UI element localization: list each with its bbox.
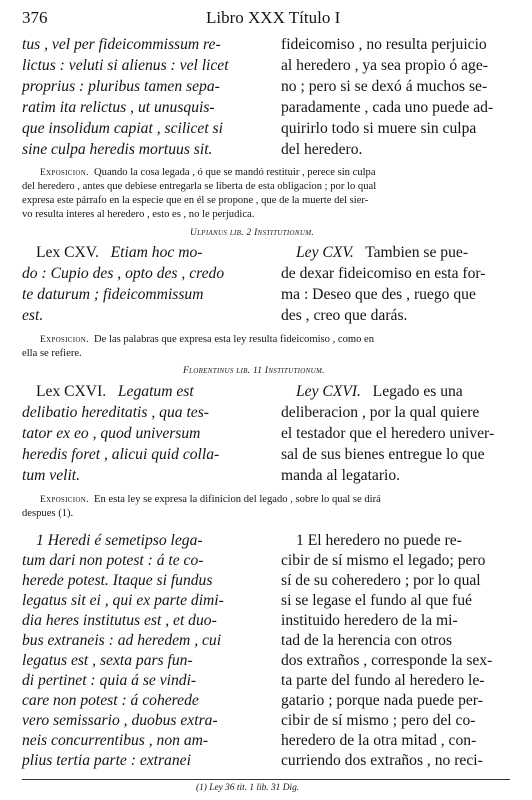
text-line: tad de la herencia con otros — [281, 632, 453, 649]
text-line — [36, 244, 202, 262]
text-line: cibir de sí mismo el legado; pero — [281, 552, 486, 569]
text-line — [296, 383, 463, 401]
exposition-text: Quando la cosa legada , ó que se mandó restituir , perece sin culpa — [94, 167, 376, 178]
text-line: ta parte del fundo al heredero le- — [281, 672, 485, 689]
text-line: heredero de la otra mitad , con- — [281, 732, 477, 749]
law-number: Ley CXVI. — [296, 383, 361, 400]
text-line: fideicomiso , no resulta perjuicio — [281, 36, 487, 53]
running-title: Libro XXX Título I — [206, 8, 341, 27]
text-line: tum dari non potest : á te co- — [22, 552, 204, 569]
text-line: manda al legatario. — [281, 467, 401, 484]
text-line: care non potest : á coherede — [22, 692, 199, 709]
text-line: no ; pero si se dexó á muchos se- — [281, 78, 488, 95]
text-line: dia heres institutus est , et duo- — [22, 612, 217, 629]
text-line: heredis foret , alicui quid colla- — [22, 446, 220, 463]
text-line — [40, 494, 381, 505]
text-line: paradamente , cada uno puede ad- — [281, 99, 494, 116]
law-text: Etiam hoc mo- — [110, 244, 203, 261]
text-line — [40, 167, 376, 178]
text-line: sal de sus bienes entregue lo que — [281, 446, 485, 463]
text-line — [296, 244, 468, 262]
law-text: Tambien se pue- — [365, 244, 469, 261]
text-line: dos extraños , corresponde la sex- — [281, 652, 493, 669]
text-line: ma : Deseo que des , ruego que — [281, 286, 476, 303]
text-line: al heredero , ya sea propio ó age- — [281, 57, 488, 74]
text-line: curriendo dos extraños , no reci- — [281, 752, 483, 769]
source-heading: Florentinus lib. 11 Institutionum. — [183, 366, 325, 376]
exposition-text: De las palabras que expresa esta ley resulta fideicomiso , como en — [94, 334, 375, 345]
text-line: proprius : pluribus tamen sepa- — [22, 78, 220, 95]
source-heading: Ulpianus lib. 2 Institutionum. — [190, 228, 314, 238]
text-line: delibatio hereditatis , qua tes- — [22, 404, 209, 421]
text-line: vero semissario , duobus extra- — [22, 712, 218, 729]
text-line: ella se refiere. — [22, 348, 82, 359]
exposition-label: Exposicion. — [40, 335, 89, 345]
text-line: sine culpa heredis mortuus sit. — [22, 141, 213, 158]
text-line: di pertinet : quia á se vindi- — [22, 672, 197, 689]
footnote: (1) Ley 36 tit. 1 lib. 31 Dig. — [196, 783, 300, 793]
text-line: 1 El heredero no puede re- — [296, 532, 462, 549]
text-line — [36, 383, 194, 401]
text-line: deliberacion , por la qual quiere — [281, 404, 480, 421]
text-line: tator ex eo , quod universum — [22, 425, 201, 442]
text-line: cibir de sí mismo ; pero del co- — [281, 712, 476, 729]
exposition-text: En esta ley se expresa la difinicion del legado , sobre lo qual se dirá — [94, 494, 381, 505]
text-line — [40, 334, 374, 345]
law-text: Legado es una — [372, 383, 463, 400]
text-line: legatus sit ei , qui ex parte dimi- — [22, 592, 224, 609]
text-line: ratim ita relictus , ut unusquis- — [22, 99, 215, 116]
law-number: Ley CXV. — [296, 244, 354, 261]
text-line: tus , vel per fideicommissum re- — [22, 36, 221, 53]
exposition-label: Exposicion. — [40, 495, 89, 505]
text-line: sí de su coheredero ; por lo qual — [281, 572, 481, 589]
text-line: expresa este párrafo en la especie que en él se propone , que de la muerte del sier- — [22, 195, 369, 206]
text-line: plius tertia parte : extranei — [22, 752, 191, 769]
page-number: 376 — [22, 8, 48, 27]
text-line: si se legase el fundo al que fué — [281, 592, 472, 609]
law-number: Lex CXVI. — [36, 383, 107, 400]
text-line: legatus est , sexta pars fun- — [22, 652, 193, 669]
footnote-rule — [22, 779, 510, 780]
text-line: neis concurrentibus , non am- — [22, 732, 209, 749]
text-line: bus extraneis : ad heredem , cui — [22, 632, 222, 649]
text-line: del heredero. — [281, 141, 363, 158]
text-line: do : Cupio des , opto des , credo — [22, 265, 225, 282]
text-line: de dexar fideicomiso en esta for- — [281, 265, 486, 282]
text-line: vo resulta interes al heredero , esto es , no le perjudica. — [22, 209, 255, 220]
text-line: est. — [22, 307, 44, 324]
text-line: despues (1). — [22, 508, 74, 519]
exposition-label: Exposicion. — [40, 168, 89, 178]
law-text: Legatum est — [117, 383, 194, 400]
text-line: del heredero , antes que debiese entregarla se liberta de esta obligacion ; por lo qual — [22, 181, 377, 192]
text-line: el testador que el heredero univer- — [281, 425, 495, 442]
text-line: herede potest. Itaque si fundus — [22, 572, 213, 589]
text-line: instituido heredero de la mi- — [281, 612, 458, 629]
text-line: des , creo que darás. — [281, 307, 408, 324]
text-line: gatario ; porque nada puede per- — [281, 692, 483, 709]
text-line: que insolidum capiat , scilicet si — [22, 120, 223, 137]
text-line: te daturum ; fideicommissum — [22, 286, 204, 303]
text-line: quirirlo todo si muere sin culpa — [281, 120, 477, 137]
text-line: lictus : veluti si alienus : vel licet — [22, 57, 229, 74]
text-line: tum velit. — [22, 467, 81, 484]
law-number: Lex CXV. — [36, 244, 99, 261]
text-line: 1 Heredi é semetipso lega- — [36, 532, 203, 549]
